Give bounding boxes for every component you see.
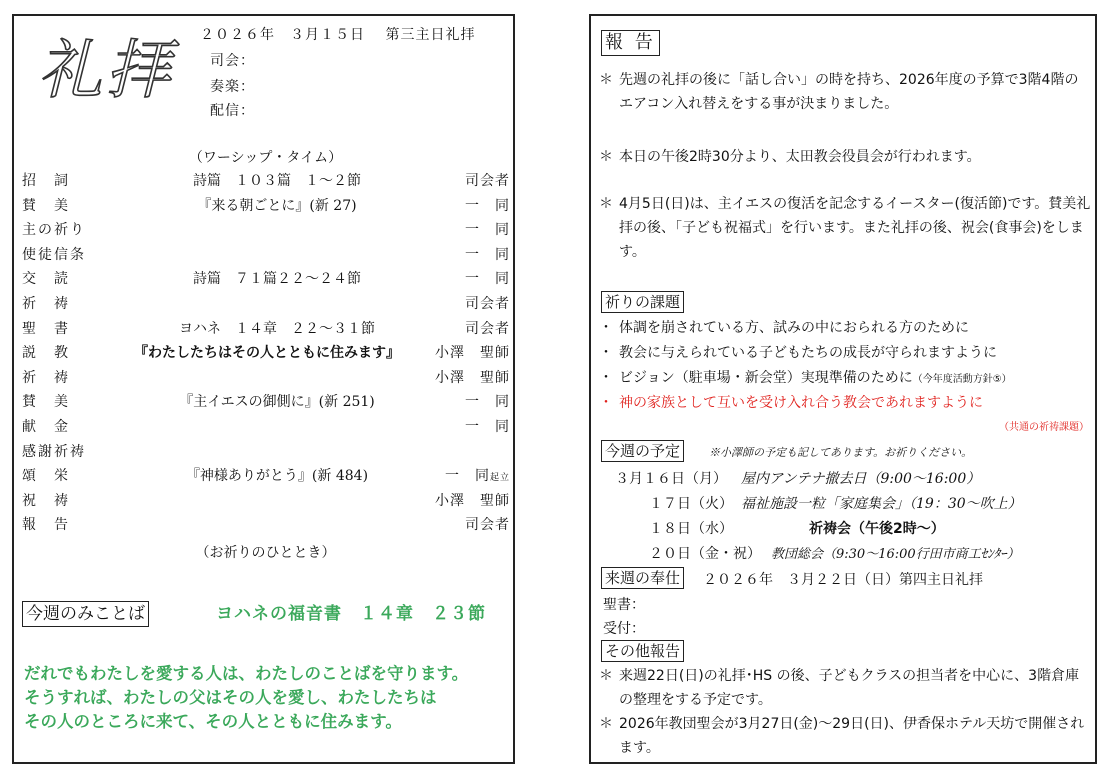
- next-week-line: ２０２６年 ３月２２日（日）第四主日礼拝: [703, 572, 983, 588]
- prayer-common-note: （共通の祈祷課題）: [999, 422, 1089, 433]
- verse-line-1: だれでもわたしを愛する人は、わたしのことばを守ります。: [24, 664, 469, 683]
- service-item-leader-text: 小澤 聖師: [435, 369, 510, 386]
- service-item-leader: [465, 169, 510, 193]
- service-item-leader-text: 一 同: [465, 271, 510, 288]
- service-item-leader: [465, 218, 510, 242]
- prayer-item-3: [619, 366, 1012, 392]
- prayer-item-4: 神の家族として互いを受け入れ合う教会であれますように: [619, 395, 983, 411]
- service-item-label: 聖 書: [22, 320, 70, 337]
- service-item-content: 『神様ありがとう』(新 484): [185, 468, 369, 485]
- service-item-content: 『来る朝ごとに』(新 27): [197, 197, 357, 214]
- prayer-time-label: （お祈りのひととき）: [195, 545, 336, 561]
- service-item-label: 祝 祷: [22, 492, 70, 509]
- prayer-dot-1: ・: [599, 320, 613, 336]
- service-row: [22, 464, 510, 488]
- service-item-leader: [435, 489, 510, 513]
- service-item-label: 感謝祈祷: [22, 443, 86, 460]
- word-label: 今週のみことば: [22, 601, 149, 627]
- service-item-leader: [465, 243, 510, 267]
- service-row: [22, 218, 510, 242]
- report-item-2: 本日の午後2時30分より、太田教会役員会が行われます。: [619, 149, 981, 165]
- service-item-leader-text: 司会者: [465, 320, 510, 337]
- service-row: [22, 169, 510, 193]
- service-row: [22, 366, 510, 390]
- service-item-label: 献 金: [22, 419, 70, 435]
- service-item-leader-note: 起立: [489, 473, 510, 484]
- report-heading: 報 告: [601, 30, 660, 56]
- service-item-label: 報 告: [22, 517, 70, 534]
- schedule-note: ※小澤師の予定も記してあります。お祈りください。: [709, 446, 973, 459]
- other-heading: その他報告: [601, 640, 684, 662]
- service-item-label: 賛 美: [22, 394, 70, 411]
- service-item-content: 詩篇 １０３篇 １～２節: [193, 173, 361, 189]
- worship-title: 礼拝: [38, 34, 174, 108]
- service-item-leader-text: 小澤 聖師: [435, 345, 510, 362]
- service-item-leader: [435, 341, 510, 365]
- service-item-leader: [465, 267, 510, 291]
- service-item-leader-text: 一 同: [465, 222, 510, 239]
- service-item-leader: [445, 464, 510, 490]
- verse-line-2: そうすれば、わたしの父はその人を愛し、わたしたちは: [24, 688, 437, 707]
- role-presider: 司会：: [210, 53, 255, 69]
- service-row: [22, 489, 510, 513]
- service-item-content: 詩篇 ７１篇２２～２４節: [193, 271, 361, 288]
- report-item-3: 4月5日(日)は、主イエスの復活を記念するイースター(復活節)です。賛美礼拝の後、「子ども祝福式」を行います。また礼拝の後、祝会(食事会)をします。: [619, 196, 1091, 260]
- service-item-leader-text: 司会者: [465, 296, 510, 312]
- verse-line-3: その人のところに来て、その人とともに住みます。: [24, 712, 402, 731]
- service-row: [22, 243, 510, 267]
- service-item-content: 『主イエスの御側に』(新 251): [179, 394, 375, 411]
- service-item-leader: [465, 415, 510, 439]
- service-row: [22, 292, 510, 316]
- schedule-event-2: 福祉施設一粒「家庭集会」（19：30～吹上）: [741, 496, 1022, 512]
- service-item-label: 頌 栄: [22, 468, 70, 485]
- service-item-label: 招 詞: [22, 173, 70, 189]
- other-item-1: 来週22日(日)の礼拝･HS の後、子どもクラスの担当者を中心に、3階倉庫の整理をする予定です。: [619, 668, 1080, 708]
- service-item-label: 祈 祷: [22, 296, 70, 312]
- service-item-content: 『わたしたちはその人とともに住みます』: [134, 345, 400, 362]
- service-item-label: 説 教: [22, 345, 70, 362]
- report-asterisk-1: ＊: [599, 72, 613, 88]
- service-item-leader: [465, 292, 510, 316]
- service-row: [22, 415, 510, 439]
- announcements-panel: [589, 14, 1097, 764]
- schedule-date-4: ２０日（金・祝）: [649, 546, 761, 562]
- service-item-label: 祈 祷: [22, 369, 70, 386]
- schedule-date-2: １７日（火）: [649, 496, 733, 512]
- other-asterisk-2: ＊: [599, 716, 613, 732]
- schedule-date-3: １８日（水）: [649, 521, 733, 537]
- next-week-heading: 来週の奉仕: [601, 567, 684, 589]
- worship-order-panel: [12, 14, 515, 764]
- date-line: ２０２６年 ３月１５日 第三主日礼拝: [200, 27, 476, 43]
- service-item-leader: [465, 317, 510, 341]
- service-item-leader: [465, 194, 510, 218]
- prayer-dot-3: ・: [599, 370, 613, 386]
- other-asterisk-1: ＊: [599, 668, 613, 684]
- report-asterisk-2: ＊: [599, 149, 613, 165]
- word-reference: ヨハネの福音書 １４章 ２３節: [216, 604, 486, 624]
- service-item-label: 交 読: [22, 271, 70, 288]
- prayer-item-3-text: ビジョン（駐車場・新会堂）実現準備のために: [619, 370, 913, 386]
- service-item-leader-text: 司会者: [465, 517, 510, 534]
- schedule-event-4: 教団総会（9:30～16:00行田市商工ｾﾝﾀｰ）: [771, 547, 1020, 562]
- schedule-heading: 今週の予定: [601, 440, 684, 462]
- report-item-1: 先週の礼拝の後に「話し合い」の時を持ち、2026年度の予算で3階4階のエアコン入れ替えをする事が決まりました。: [619, 72, 1079, 112]
- service-item-leader-text: 一 同: [465, 394, 510, 411]
- service-item-leader: [435, 366, 510, 390]
- service-row: [22, 194, 510, 218]
- service-item-leader-text: 一 同: [465, 246, 510, 263]
- service-item-label: 賛 美: [22, 197, 70, 214]
- service-item-leader: [465, 390, 510, 414]
- service-row: [22, 267, 510, 291]
- prayer-item-2: 教会に与えられている子どもたちの成長が守られますように: [619, 345, 997, 361]
- next-role-reception: 受付：: [603, 621, 645, 637]
- prayer-item-3-note: （今年度活動方針⑤）: [912, 374, 1012, 385]
- other-item-2: 2026年教団聖会が3月27日(金)～29日(日)、伊香保ホテル天坊で開催されます。: [619, 716, 1085, 756]
- service-item-leader-text: 一 同: [444, 468, 490, 485]
- service-row: [22, 440, 510, 464]
- next-role-scripture: 聖書：: [603, 597, 645, 613]
- service-item-leader-text: 一 同: [465, 419, 510, 435]
- prayer-heading: 祈りの課題: [601, 291, 684, 313]
- schedule-date-1: ３月１６日（月）: [615, 471, 727, 487]
- service-item-content: ヨハネ １４章 ２２～３１節: [179, 320, 375, 337]
- role-music: 奏楽：: [210, 79, 255, 95]
- role-broadcast: 配信：: [210, 103, 255, 119]
- service-item-leader-text: 小澤 聖師: [435, 492, 510, 509]
- prayer-dot-2: ・: [599, 345, 613, 361]
- service-item-label: 使徒信条: [22, 246, 86, 263]
- worship-time-label: （ワーシップ・タイム）: [188, 150, 343, 166]
- service-item-leader: [465, 513, 510, 537]
- service-row: [22, 341, 510, 365]
- service-row: [22, 317, 510, 341]
- service-item-label: 主の祈り: [22, 222, 86, 239]
- prayer-dot-4: ・: [599, 395, 613, 411]
- service-row: [22, 390, 510, 414]
- service-item-leader-text: 司会者: [465, 173, 510, 189]
- service-item-leader-text: 一 同: [465, 197, 510, 214]
- service-row: [22, 513, 510, 537]
- report-asterisk-3: ＊: [599, 196, 613, 212]
- schedule-event-1: 屋内アンテナ撤去日（9:00～16:00）: [741, 471, 981, 487]
- prayer-item-1: 体調を崩されている方、試みの中におられる方のために: [619, 320, 969, 336]
- schedule-event-3: 祈祷会（午後2時～）: [809, 521, 945, 537]
